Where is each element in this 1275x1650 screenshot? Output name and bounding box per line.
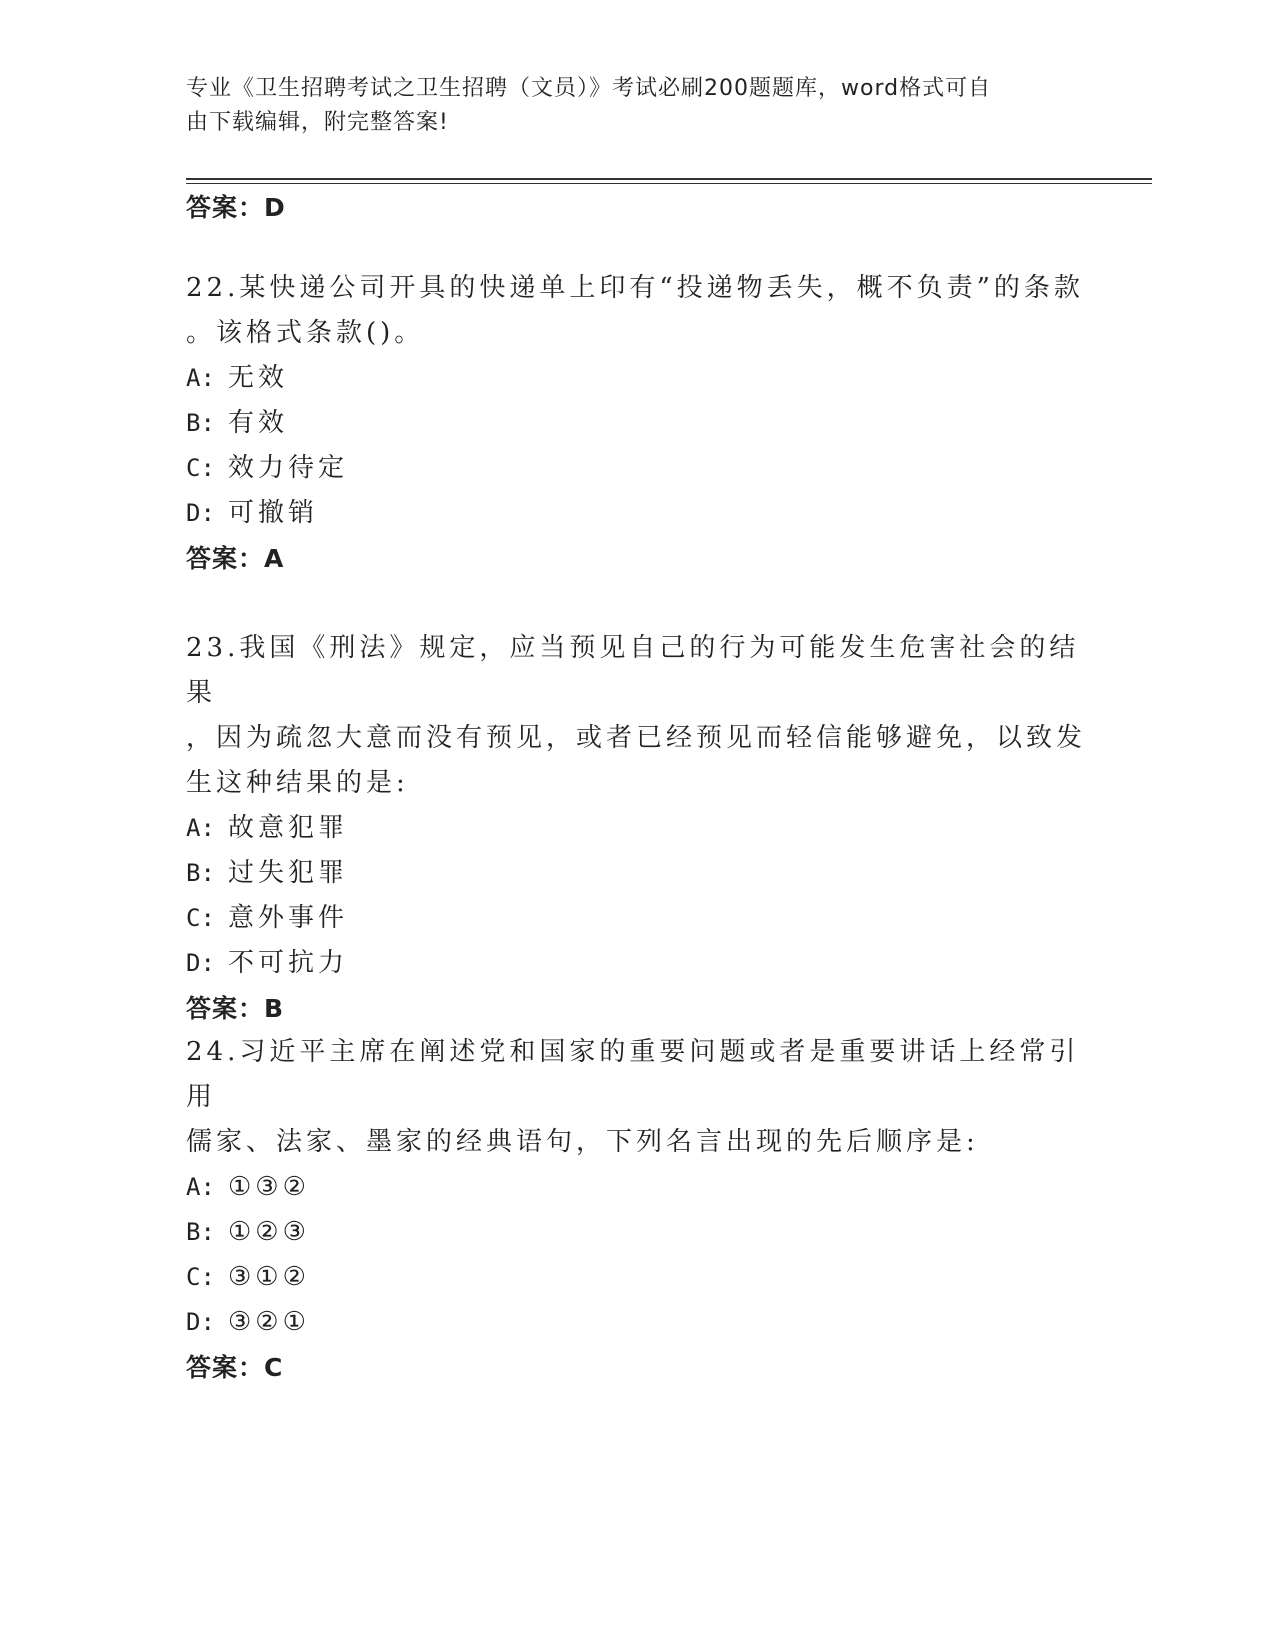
option-text: ③①②	[228, 1262, 310, 1292]
option-a	[186, 1165, 1086, 1210]
option-a	[186, 806, 1086, 851]
question-stem-line: 。该格式条款()。	[186, 318, 425, 348]
question-23	[186, 626, 1086, 1031]
option-d	[186, 491, 1086, 536]
header-line-1: 专业《卫生招聘考试之卫生招聘（文员）》考试必刷200题题库，word格式可自	[186, 76, 992, 101]
question-stem-line: 生这种结果的是:	[186, 768, 409, 798]
option-a	[186, 356, 1086, 401]
option-b	[186, 1210, 1086, 1255]
option-key: B:	[186, 859, 215, 887]
question-stem-line: ，因为疏忽大意而没有预见，或者已经预见而轻信能够避免，以致发	[186, 723, 1087, 753]
option-key: A:	[186, 364, 215, 392]
option-c	[186, 446, 1086, 491]
option-text: 效力待定	[228, 453, 349, 483]
option-key: A:	[186, 1173, 215, 1201]
question-answer: 答案：C	[186, 1353, 284, 1382]
option-text: ①③②	[228, 1172, 310, 1202]
document-header	[186, 72, 1066, 140]
option-key: D:	[186, 1308, 215, 1336]
option-key: D:	[186, 499, 215, 527]
option-b	[186, 401, 1086, 446]
question-stem-line: 儒家、法家、墨家的经典语句，下列名言出现的先后顺序是:	[186, 1127, 979, 1157]
option-text: 意外事件	[228, 903, 349, 933]
question-stem-line: 24.习近平主席在阐述党和国家的重要问题或者是重要讲话上经常引用	[186, 1037, 1080, 1112]
option-key: B:	[186, 1218, 215, 1246]
header-line-2: 由下载编辑，附完整答案!	[186, 110, 449, 135]
question-stem-line: 22.某快递公司开具的快递单上印有“投递物丢失，概不负责”的条款	[186, 273, 1084, 303]
question-answer: 答案：B	[186, 994, 285, 1023]
option-key: C:	[186, 1263, 215, 1291]
option-key: D:	[186, 949, 215, 977]
question-22	[186, 266, 1086, 581]
option-text: 故意犯罪	[228, 813, 349, 843]
question-24	[186, 1030, 1086, 1390]
option-text: 有效	[228, 408, 289, 438]
option-text: 可撤销	[228, 498, 319, 528]
previous-answer: 答案：D	[186, 193, 286, 222]
option-text: ③②①	[228, 1307, 310, 1337]
option-d	[186, 1300, 1086, 1345]
option-text: 不可抗力	[228, 948, 349, 978]
option-text: 过失犯罪	[228, 858, 349, 888]
header-divider-thin	[186, 183, 1152, 184]
option-text: ①②③	[228, 1217, 310, 1247]
option-text: 无效	[228, 363, 289, 393]
option-key: A:	[186, 814, 215, 842]
question-stem-line: 23.我国《刑法》规定，应当预见自己的行为可能发生危害社会的结果	[186, 633, 1080, 708]
header-divider-thick	[186, 178, 1152, 180]
option-d	[186, 941, 1086, 986]
option-c	[186, 896, 1086, 941]
option-key: C:	[186, 454, 215, 482]
option-key: B:	[186, 409, 215, 437]
option-b	[186, 851, 1086, 896]
option-key: C:	[186, 904, 215, 932]
question-answer: 答案：A	[186, 544, 285, 573]
option-c	[186, 1255, 1086, 1300]
